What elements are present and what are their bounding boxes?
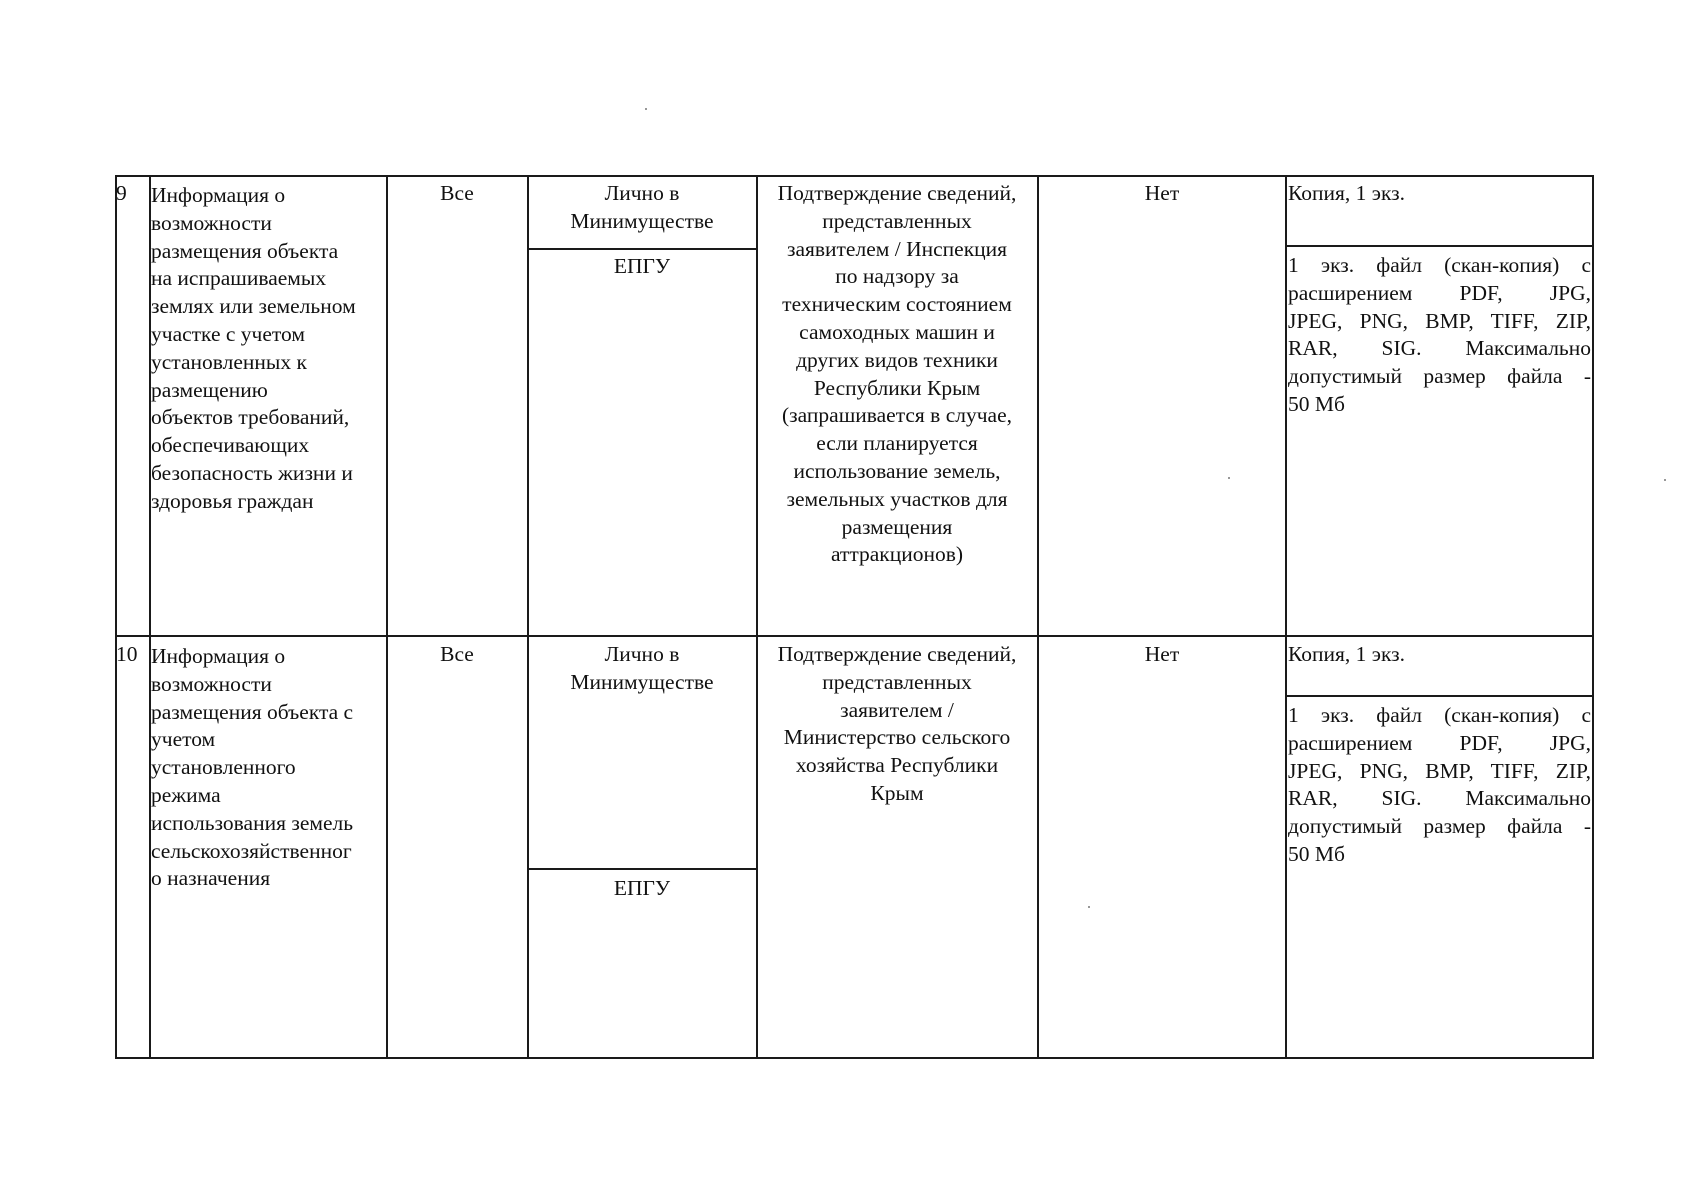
text-line: обеспечивающих xyxy=(151,433,310,458)
text-line: 50 Мб xyxy=(1288,841,1345,866)
text-line: возможности xyxy=(151,671,272,696)
text-line: безопасность жизни и xyxy=(151,460,353,485)
text-line: допустимый размер файла - xyxy=(1288,814,1591,839)
text-line: установленных к xyxy=(151,349,307,374)
text-line: о назначения xyxy=(151,866,271,891)
method-subdivider xyxy=(527,248,758,250)
confirmation-authority xyxy=(757,180,1037,569)
method-subdivider xyxy=(527,868,758,870)
text-line: представленных xyxy=(822,208,972,233)
text-line: техническим состоянием xyxy=(782,292,1012,317)
text-line: аттракционов) xyxy=(830,542,964,567)
column-divider xyxy=(527,175,529,1059)
text-line: использование земель, xyxy=(793,458,1001,483)
text-line: размещения объекта xyxy=(151,238,339,263)
text-line: RAR, SIG. Максимально xyxy=(1288,786,1591,811)
text-line: 50 Мб xyxy=(1288,391,1345,416)
scan-speck xyxy=(1088,906,1090,908)
text-line: расширением PDF, JPG, xyxy=(1288,730,1591,755)
submission-method-in-person xyxy=(528,180,756,236)
text-line: Крым xyxy=(870,780,924,805)
text-line: использования земель xyxy=(151,810,354,835)
text-line: JPEG, PNG, BMP, TIFF, ZIP, xyxy=(1288,758,1591,783)
row-number: 9 xyxy=(116,181,127,205)
text-line: допустимый размер файла - xyxy=(1288,364,1591,389)
text-line: (запрашивается в случае, xyxy=(781,403,1012,428)
text-line: размещения объекта с xyxy=(151,699,354,724)
text-line: расширением PDF, JPG, xyxy=(1288,280,1591,305)
text-line: участке с учетом xyxy=(151,321,305,346)
column-divider xyxy=(1037,175,1039,1059)
text-line: самоходных машин и xyxy=(799,319,995,344)
text-line: размещению xyxy=(151,377,268,402)
scan-speck xyxy=(1228,477,1230,479)
text-line: установленного xyxy=(151,755,296,780)
text-line: Министерство сельского xyxy=(783,725,1011,750)
document-name xyxy=(151,182,387,516)
applicant-category: Все xyxy=(440,181,474,205)
text-line: возможности xyxy=(151,210,272,235)
text-line: Подтверждение сведений, xyxy=(777,181,1017,205)
scan-speck xyxy=(1664,479,1666,481)
text-line: заявителем / xyxy=(840,697,954,722)
copy-requirement: Копия, 1 экз. xyxy=(1288,181,1406,205)
text-line: Минимуществе xyxy=(570,669,714,694)
result-value: Нет xyxy=(1144,181,1180,205)
text-line: Информация о xyxy=(151,644,286,668)
text-line: сельскохозяйственног xyxy=(151,838,352,863)
file-format-requirement xyxy=(1288,702,1591,869)
submission-method-online: ЕПГУ xyxy=(613,254,671,278)
text-line: если планируется xyxy=(816,431,978,456)
row-number: 10 xyxy=(116,642,138,666)
text-line: 1 экз. файл (скан-копия) с xyxy=(1288,703,1591,727)
format-subdivider xyxy=(1285,245,1594,247)
column-divider xyxy=(1285,175,1287,1059)
text-line: других видов техники xyxy=(796,347,998,372)
applicant-category: Все xyxy=(440,642,474,666)
text-line: режима xyxy=(151,782,221,807)
text-line: Лично в xyxy=(604,181,680,205)
text-line: Лично в xyxy=(604,642,680,666)
text-line: заявителем / Инспекция xyxy=(786,236,1008,261)
text-line: размещения xyxy=(841,514,953,539)
text-line: Информация о xyxy=(151,183,286,207)
scan-speck xyxy=(645,108,647,110)
text-line: хозяйства Республики xyxy=(795,753,999,778)
text-line: JPEG, PNG, BMP, TIFF, ZIP, xyxy=(1288,308,1591,333)
confirmation-authority xyxy=(757,641,1037,808)
text-line: по надзору за xyxy=(835,264,959,289)
row-divider xyxy=(115,635,1594,637)
submission-method-in-person xyxy=(528,641,756,697)
file-format-requirement xyxy=(1288,252,1591,419)
text-line: RAR, SIG. Максимально xyxy=(1288,336,1591,361)
submission-method-online: ЕПГУ xyxy=(613,876,671,900)
table-border-top xyxy=(115,175,1594,177)
text-line: землях или земельном xyxy=(151,294,356,319)
text-line: 1 экз. файл (скан-копия) с xyxy=(1288,253,1591,277)
copy-requirement: Копия, 1 экз. xyxy=(1288,642,1406,666)
table-border-right xyxy=(1592,175,1594,1059)
text-line: представленных xyxy=(822,669,972,694)
table-border-bottom xyxy=(115,1057,1594,1059)
text-line: учетом xyxy=(151,727,216,752)
text-line: Минимуществе xyxy=(570,208,714,233)
text-line: объектов требований, xyxy=(151,405,350,430)
text-line: на испрашиваемых xyxy=(151,266,327,291)
text-line: Республики Крым xyxy=(813,375,981,400)
text-line: земельных участков для xyxy=(786,486,1008,511)
result-value: Нет xyxy=(1144,642,1180,666)
table-border-left xyxy=(115,175,117,1059)
text-line: здоровья граждан xyxy=(151,488,314,513)
document-name xyxy=(151,643,387,893)
text-line: Подтверждение сведений, xyxy=(777,642,1017,666)
format-subdivider xyxy=(1285,695,1594,697)
